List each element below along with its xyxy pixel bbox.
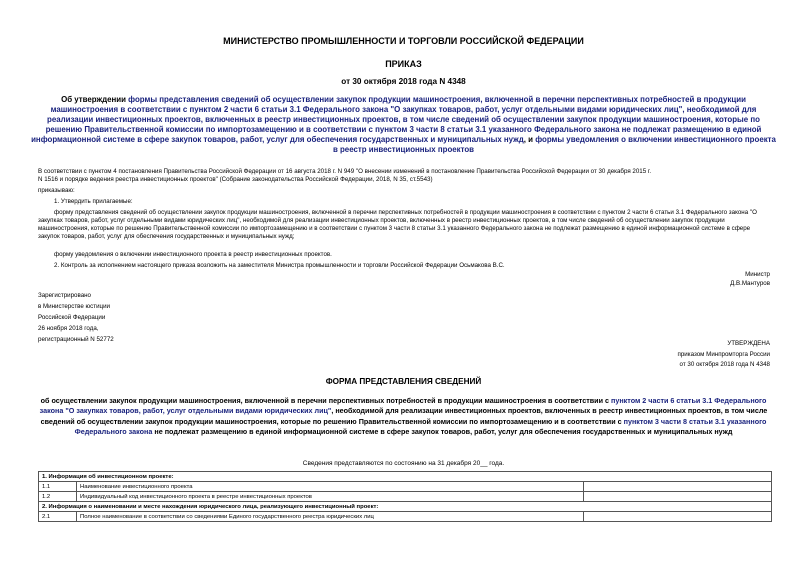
registration-line-3: Российской Федерации [38, 314, 106, 321]
title-link-form[interactable]: формы представления сведений об осуществлении закупок продукции машиностроения, включенной в перечни перспективных потребностей в продукции машиностроения в соответствии с пунктом 2 части 6 статьи 3.1 Федерального закона "О закупках товаров, работ, услуг отдельными видами юридических лиц", необходимой для реализации инвестиционных проектов, включенных в реестр инвестиционных проектов, в том числе сведений об осуществлении закупок продукции машиностроения, которые по решению Правительственной комиссии по импортозамещению и в соответствии с пунктом 3 части 8 статьи 3.1 указанного Федерального закона не подлежат размещению в единой информационной системе в сфере закупок товаров, работ, услуг для обеспечения государственных и муниципальных нужд [31, 95, 762, 144]
section-2-header: 2. Информация о наименовании и месте нахождения юридического лица, реализующего инвестиционный проект: [39, 502, 772, 512]
title-prefix: Об утверждении [61, 95, 129, 104]
row-value-cell[interactable] [584, 492, 772, 502]
item-1-form-text-content: форму представления сведений об осуществлении закупок продукции машиностроения, включенной в перечни перспективных потребностей в продукции машиностроения в соответствии с пунктом 2 части 6 статьи 3.1 Федерального закона "О закупках товаров, работ, услуг отдельными видами юридических лиц", необходимой для реализации инвестиционных проектов, включенных в реестр инвестиционных проектов, в том числе сведений об осуществлении закупок продукции машиностроения, которые по решению Правительственной комиссии по импортозамещению и в соответствии с пунктом 3 части 8 статьи 3.1 указанного Федерального закона не подлежат размещению в единой информационной системе в сфере закупок товаров, работ, услуг для обеспечения государственных и муниципальных нужд; [38, 209, 757, 240]
row-label: Полное наименование в соответствии со сведениями Единого государственного реестра юридических лиц [77, 512, 584, 522]
preamble-line-1: В соответствии с пунктом 4 постановления Правительства Российской Федерации от 16 августа 2018 г. N 949 "О внесении изменений в постановление Правительства Российской Федерации от 30 декабря 2015 г. [38, 168, 652, 175]
row-label: Индивидуальный код инвестиционного проекта в реестре инвестиционных проектов [77, 492, 584, 502]
item-2: 2. Контроль за исполнением настоящего приказа возложить на заместителя Министра промышленности и торговли Российской Федерации Осьмакова В.С. [54, 262, 505, 269]
registration-line-2: в Министерстве юстиции [38, 303, 111, 310]
registration-line-1: Зарегистрировано [38, 292, 91, 299]
as-of-date: Сведения представляются по состоянию на 31 декабря 20__ года. [302, 460, 505, 467]
form-title: ФОРМА ПРЕДСТАВЛЕНИЯ СВЕДЕНИЙ [325, 377, 482, 386]
row-value-cell[interactable] [584, 512, 772, 522]
ministry-heading: МИНИСТЕРСТВО ПРОМЫШЛЕННОСТИ И ТОРГОВЛИ РОССИЙСКОЙ ФЕДЕРАЦИИ [223, 36, 584, 46]
row-number: 1.1 [39, 482, 77, 492]
item-1-notice-text: форму уведомления о включении инвестиционного проекта в реестр инвестиционных проектов. [54, 251, 332, 258]
approved-line-1: УТВЕРЖДЕНА [727, 340, 770, 347]
signature-block [730, 270, 770, 288]
approval-block [678, 339, 770, 371]
item-1-form-text [38, 209, 770, 241]
registration-line-4: 26 ноября 2018 года, [38, 325, 99, 332]
form-sub-link-law[interactable]: пунктом 2 части 6 статьи 3.1 Федерального закона "О закупках товаров, работ, услуг отдельными видами юридических лиц" [39, 396, 767, 416]
approved-line-3: от 30 октября 2018 года N 4348 [679, 361, 770, 368]
order-title [30, 95, 777, 155]
preamble [38, 168, 770, 184]
doc-type-heading: ПРИКАЗ [385, 59, 422, 69]
table-row [39, 502, 772, 512]
approved-line-2: приказом Минпромторга России [677, 350, 770, 358]
form-subtitle [30, 396, 777, 438]
form-sub-middle: , необходимой для реализации инвестиционных проектов, включенных в реестр инвестиционных проектов, в том числе сведений об осуществлении закупок продукции машиностроения, которые по решению Правительственной комиссии по импортозамещению и в соответствии с [40, 406, 768, 426]
form-sub-prefix: об осуществлении закупок продукции машиностроения, включенной в перечни перспективных потребностей в продукции машиностроения в соответствии с [40, 396, 611, 405]
title-middle: , и [523, 135, 536, 144]
row-label: Наименование инвестиционного проекта [77, 482, 584, 492]
row-number: 1.2 [39, 492, 77, 502]
preamble-line-2: N 1516 и порядке ведения реестра инвестиционных проектов" (Собрание законодательства Российской Федерации, 2018, N 35, ст.5543) [38, 176, 433, 183]
minister-name: Д.В.Мантуров [730, 280, 770, 287]
registration-line-5: регистрационный N 52772 [38, 336, 114, 343]
registration-block [38, 290, 114, 345]
row-value-cell[interactable] [584, 482, 772, 492]
form-sub-link-law-2[interactable]: пунктом 3 части 8 статьи 3.1 указанного Федерального закона [74, 416, 767, 437]
row-number: 2.1 [39, 512, 77, 522]
table-row [39, 512, 772, 522]
orders-word: приказываю: [38, 187, 75, 194]
order-date-number: от 30 октября 2018 года N 4348 [341, 77, 466, 86]
title-link-notice-form[interactable]: формы уведомления о включении инвестиционного проекта в реестр инвестиционных проектов [332, 135, 776, 154]
item-1: 1. Утвердить прилагаемые: [54, 198, 133, 205]
section-1-header: 1. Информация об инвестиционном проекте: [39, 472, 772, 482]
table-row [39, 482, 772, 492]
form-table [38, 471, 772, 522]
table-row [39, 472, 772, 482]
minister-position: Министр [745, 271, 770, 278]
form-sub-end: не подлежат размещению в единой информационной системе в сфере закупок товаров, работ, услуг для обеспечения государственных и муниципальных нужд [152, 427, 733, 437]
table-row [39, 492, 772, 502]
